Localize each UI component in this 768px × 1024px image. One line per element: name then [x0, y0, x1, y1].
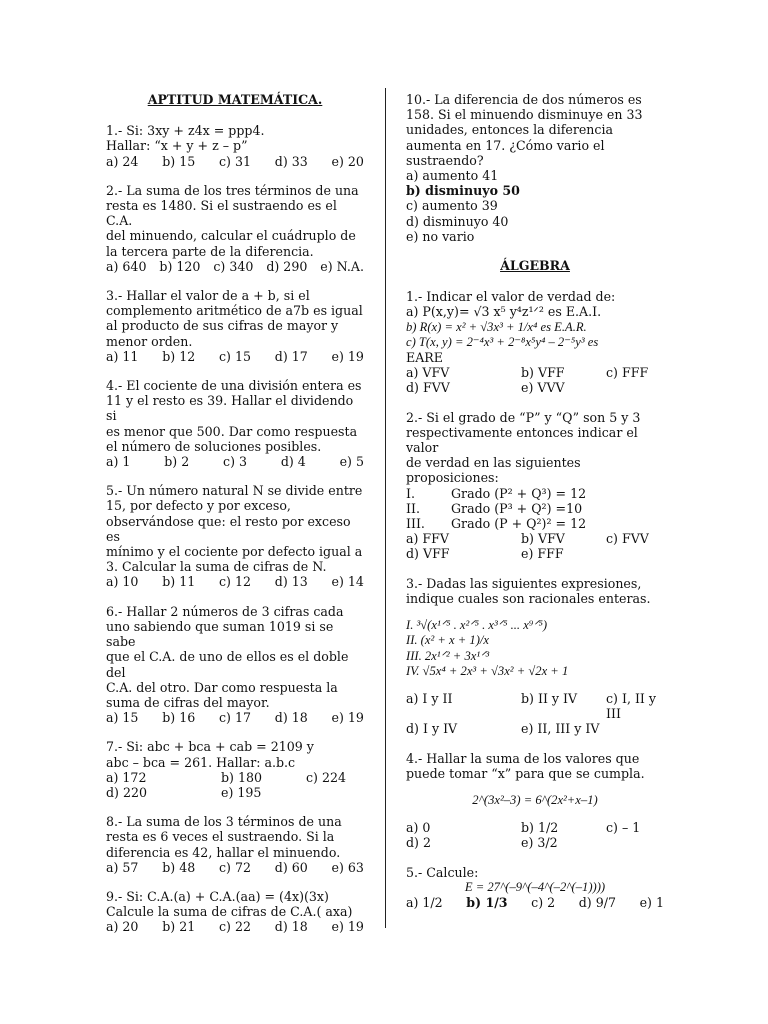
option: d) 18 [274, 710, 308, 726]
option: d) 2 [406, 835, 431, 851]
proposition-1 [406, 486, 664, 501]
question-text: 2.- Si el grado de “P” y “Q” son 5 y 3 [406, 409, 641, 425]
option: e) VVV [521, 380, 565, 396]
question-2 [106, 183, 364, 274]
proposition-number: II. [406, 500, 420, 516]
option: c) 340 [213, 258, 254, 274]
algebra-question-3 [406, 576, 664, 737]
option: c) – 1 [606, 820, 641, 836]
question-text: al producto de sus cifras de mayor y [106, 318, 339, 334]
option: e) 1 [639, 894, 664, 910]
option: a) 15 [106, 710, 139, 726]
option: d) I y IV [406, 721, 458, 737]
question-text: suma de cifras del mayor. [106, 694, 270, 710]
option: e) 14 [331, 574, 364, 590]
option: b) 12 [162, 348, 196, 364]
question-text: 1.- Si: 3xy + z4x = ppp4. [106, 123, 265, 139]
proposition-text: Grado (P + Q²)² = 12 [451, 516, 587, 532]
option: a) 24 [106, 153, 139, 169]
proposition-3 [406, 516, 664, 531]
statement-c-tail: EARE [406, 350, 443, 366]
option: a) aumento 41 [406, 168, 499, 184]
option: b) VFF [521, 365, 565, 381]
option-answer: b) disminuyo 50 [406, 183, 520, 199]
option: c) 72 [219, 859, 251, 875]
question-text: 158. Si el minuendo disminuye en 33 [406, 107, 643, 123]
options-row [106, 154, 364, 169]
question-text: 2.- La suma de los tres términos de una [106, 182, 359, 198]
question-5 [106, 483, 364, 589]
question-text: 5.- Calcule: [406, 864, 479, 880]
expression-i: I. ³√(x¹ᐟ⁵ . x²ᐟ⁵ . x³ᐟ⁵ ... x⁹ᐟ⁵) [406, 618, 548, 633]
question-3 [106, 288, 364, 364]
options-row [106, 860, 364, 875]
question-text: el número de soluciones posibles. [106, 438, 322, 454]
option: a) 57 [106, 859, 139, 875]
option: b) VFV [521, 531, 565, 547]
option: e) N.A. [320, 258, 364, 274]
option: d) 9/7 [578, 894, 616, 910]
option: d) FVV [406, 380, 450, 396]
question-text: 3.- Hallar el valor de a + b, si el [106, 288, 310, 304]
question-text: 15, por defecto y por exceso, [106, 498, 291, 514]
option: c) aumento 39 [406, 198, 498, 214]
option: c) FFF [606, 365, 649, 381]
statement-b: b) R(x) = x² + √3x³ + 1/x⁴ es E.A.R. [406, 319, 587, 334]
algebra-question-5 [406, 865, 664, 911]
question-1 [106, 123, 364, 169]
question-text: resta es 6 veces el sustraendo. Si la [106, 829, 335, 845]
option: a) 11 [106, 348, 139, 364]
option: d) VFF [406, 546, 450, 562]
option: c) I, II y III [606, 690, 657, 722]
option: e) 19 [331, 348, 364, 364]
option: b) 180 [221, 769, 263, 785]
question-text: de verdad en las siguientes [406, 455, 581, 471]
option: e) II, III y IV [521, 721, 600, 737]
option: b) 2 [164, 454, 190, 470]
option: b) 21 [162, 919, 196, 935]
question-text: unidades, entonces la diferencia [406, 122, 614, 138]
question-4 [106, 378, 364, 469]
question-text: uno sabiendo que suman 1019 si se sabe [106, 618, 334, 650]
question-text: observándose que: el resto por exceso es [106, 513, 351, 544]
option: a) I y II [406, 690, 453, 706]
proposition-number: I. [406, 485, 415, 501]
option: c) 22 [219, 919, 251, 935]
options-row [106, 574, 364, 589]
question-9 [106, 889, 364, 935]
proposition-number: III. [406, 516, 425, 532]
option: e) FFF [521, 546, 564, 562]
question-text: que el C.A. de uno de ellos es el doble del [106, 649, 349, 680]
option: b) 48 [162, 859, 196, 875]
options-grid [406, 820, 664, 850]
option: a) FFV [406, 531, 449, 547]
question-text: 4.- El cociente de una división entera es [106, 378, 362, 394]
question-10 [406, 92, 664, 244]
option: e) 3/2 [521, 835, 558, 851]
question-text: resta es 1480. Si el sustraendo es el C.A. [106, 198, 337, 229]
algebra-question-2 [406, 410, 664, 562]
option-answer: b) 1/3 [466, 894, 508, 910]
option: a) 1/2 [406, 894, 443, 910]
question-text: 7.- Si: abc + bca + cab = 2109 y [106, 739, 314, 755]
option: c) 12 [219, 574, 251, 590]
options-row [106, 349, 364, 364]
proposition-text: Grado (P² + Q³) = 12 [451, 485, 587, 501]
expression-iv: IV. √5x⁴ + 2x³ + √3x² + √2x + 1 [406, 663, 569, 678]
option: e) 20 [331, 153, 364, 169]
statement-a: a) P(x,y)= √3 x⁵ y⁴z¹ᐟ² es E.A.I. [406, 304, 602, 320]
question-text: 8.- La suma de los 3 términos de una [106, 814, 342, 830]
option: a) 1 [106, 454, 131, 470]
option: e) no vario [406, 228, 475, 244]
column-divider [385, 88, 386, 928]
option: b) 11 [162, 574, 196, 590]
question-text: respectivamente entonces indicar el valor [406, 424, 638, 456]
options-grid [406, 691, 664, 737]
option: b) 120 [159, 258, 201, 274]
option: d) 13 [274, 574, 308, 590]
question-text: del minuendo, calcular el cuádruplo de [106, 228, 356, 244]
option: a) VFV [406, 365, 450, 381]
option: e) 63 [331, 859, 364, 875]
option: c) 3 [223, 454, 248, 470]
right-column [406, 92, 664, 924]
question-text: sustraendo? [406, 152, 484, 168]
question-text: 1.- Indicar el valor de verdad de: [406, 289, 616, 305]
option: c) 31 [219, 153, 251, 169]
question-7 [106, 739, 364, 800]
option: a) 172 [106, 769, 147, 785]
option: a) 10 [106, 574, 139, 590]
option: d) 18 [274, 919, 308, 935]
statement-c: c) T(x, y) = 2⁻⁴x³ + 2⁻⁸x⁵y⁴ – 2⁻⁵y³ es [406, 334, 599, 349]
question-text: 9.- Si: C.A.(a) + C.A.(aa) = (4x)(3x) [106, 888, 329, 904]
option: a) 20 [106, 919, 139, 935]
options-row [106, 259, 364, 274]
question-text: diferencia es 42, hallar el minuendo. [106, 844, 341, 860]
section-title-aptitud: APTITUD MATEMÁTICA. [147, 92, 323, 107]
option: b) II y IV [521, 690, 578, 706]
options-grid [406, 365, 664, 395]
option: c) 15 [219, 348, 251, 364]
option: e) 19 [331, 919, 364, 935]
question-text: la tercera parte de la diferencia. [106, 243, 314, 259]
option: d) 220 [106, 784, 148, 800]
question-text: complemento aritmético de a7b es igual [106, 303, 363, 319]
option: d) 4 [280, 454, 306, 470]
question-text: menor orden. [106, 333, 193, 349]
option: d) disminuyo 40 [406, 213, 509, 229]
question-text: 3. Calcular la suma de cifras de N. [106, 559, 327, 575]
algebra-question-4 [406, 751, 664, 851]
question-text: puede tomar “x” para que se cumpla. [406, 765, 645, 781]
option: d) 17 [274, 348, 308, 364]
option: d) 290 [266, 258, 308, 274]
expression-iii: III. 2x¹ᐟ² + 3x¹ᐟ³ [406, 648, 490, 663]
equation: E = 27^(–9^(–4^(–2^(–1)))) [464, 879, 606, 894]
question-text: Calcule la suma de cifras de C.A.( axa) [106, 904, 353, 920]
option: e) 19 [331, 710, 364, 726]
option: b) 15 [162, 153, 196, 169]
options-row [106, 919, 364, 934]
options-grid [406, 531, 664, 561]
left-column [106, 92, 364, 949]
option: b) 16 [162, 710, 196, 726]
option: c) FVV [606, 531, 649, 547]
question-text: mínimo y el cociente por defecto igual a [106, 544, 363, 560]
options-row [406, 895, 664, 910]
question-text: Hallar: “x + y + z – p” [106, 138, 248, 154]
question-text: proposiciones: [406, 470, 499, 486]
equation: 2^(3x²–3) = 6^(2x²+x–1) [472, 792, 598, 807]
option: a) 640 [106, 258, 147, 274]
option: c) 17 [219, 710, 251, 726]
proposition-2 [406, 501, 664, 516]
algebra-question-1 [406, 289, 664, 395]
question-text: 10.- La diferencia de dos números es [406, 92, 642, 107]
question-text: 6.- Hallar 2 números de 3 cifras cada [106, 603, 344, 619]
question-text: es menor que 500. Dar como respuesta [106, 423, 358, 439]
question-text: abc – bca = 261. Hallar: a.b.c [106, 754, 296, 770]
question-8 [106, 814, 364, 875]
options-grid [106, 770, 364, 800]
proposition-text: Grado (P³ + Q²) =10 [451, 500, 583, 516]
options-row [106, 710, 364, 725]
option: b) 1/2 [521, 820, 559, 836]
question-6 [106, 604, 364, 726]
question-text: indique cuales son racionales enteras. [406, 590, 651, 606]
question-text: 4.- Hallar la suma de los valores que [406, 750, 640, 766]
option: e) 5 [339, 454, 364, 470]
question-text: aumenta en 17. ¿Cómo vario el [406, 137, 605, 153]
option: c) 2 [531, 894, 556, 910]
expression-ii: II. (x² + x + 1)/x [406, 633, 490, 648]
question-text: 3.- Dadas las siguientes expresiones, [406, 575, 642, 591]
question-text: 11 y el resto es 39. Hallar el dividendo si [106, 393, 354, 424]
question-text: C.A. del otro. Dar como respuesta la [106, 679, 338, 695]
option: d) 60 [274, 859, 308, 875]
option: d) 33 [274, 153, 308, 169]
options-row [106, 454, 364, 469]
option: e) 195 [221, 784, 262, 800]
option: a) 0 [406, 820, 431, 836]
section-title-algebra: ÁLGEBRA [500, 258, 570, 274]
option: c) 224 [306, 769, 347, 785]
question-text: 5.- Un número natural N se divide entre [106, 483, 363, 499]
